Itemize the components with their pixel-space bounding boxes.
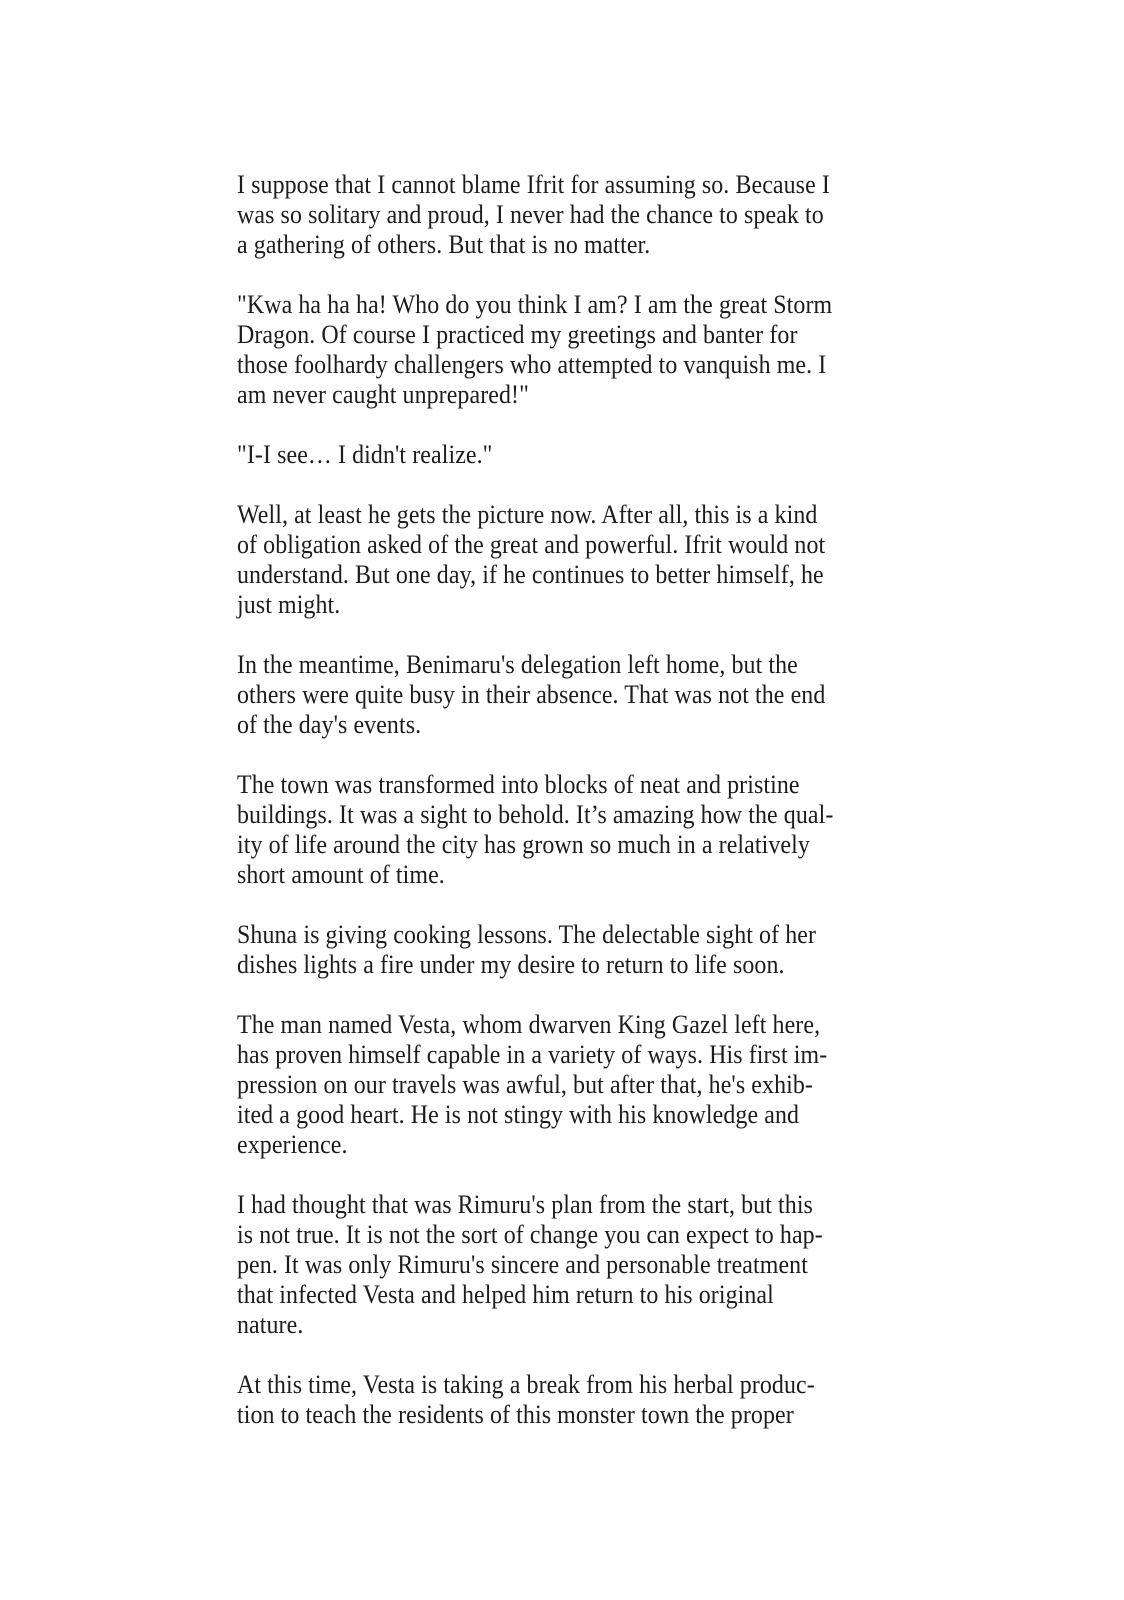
text-line: Shuna is giving cooking lessons. The delectable sight of her	[237, 920, 817, 949]
text-line: pen. It was only Rimuru's sincere and personable treatment	[237, 1250, 808, 1279]
text-line: "I-I see… I didn't realize."	[237, 440, 493, 469]
text-line: Dragon. Of course I practiced my greetings and banter for	[237, 320, 798, 349]
text-line: At this time, Vesta is taking a break from his herbal produc-	[237, 1370, 815, 1399]
text-line: The town was transformed into blocks of neat and pristine	[237, 770, 800, 799]
paragraph	[237, 1010, 914, 1160]
text-line: has proven himself capable in a variety of ways. His first im-	[237, 1040, 828, 1069]
text-line: of the day's events.	[237, 710, 422, 739]
text-line: is not true. It is not the sort of change you can expect to hap-	[237, 1220, 823, 1249]
paragraph	[237, 920, 914, 980]
text-line: was so solitary and proud, I never had the chance to speak to	[237, 200, 824, 229]
paragraph	[237, 290, 914, 410]
text-line: I suppose that I cannot blame Ifrit for assuming so. Because I	[237, 170, 830, 199]
text-line: a gathering of others. But that is no matter.	[237, 230, 651, 259]
text-line: just might.	[237, 590, 341, 619]
text-line: tion to teach the residents of this monster town the proper	[237, 1400, 794, 1429]
text-line: ity of life around the city has grown so much in a relatively	[237, 830, 810, 859]
text-line: that infected Vesta and helped him return to his original	[237, 1280, 774, 1309]
text-line: I had thought that was Rimuru's plan from the start, but this	[237, 1190, 813, 1219]
text-line: those foolhardy challengers who attempted to vanquish me. I	[237, 350, 827, 379]
paragraph	[237, 170, 914, 260]
text-line: others were quite busy in their absence. That was not the end	[237, 680, 826, 709]
paragraph	[237, 1370, 914, 1430]
text-line: "Kwa ha ha ha! Who do you think I am? I am the great Storm	[237, 290, 833, 319]
text-line: of obligation asked of the great and powerful. Ifrit would not	[237, 530, 826, 559]
text-line: In the meantime, Benimaru's delegation left home, but the	[237, 650, 798, 679]
paragraph	[237, 650, 914, 740]
page-text	[237, 170, 914, 1460]
paragraph	[237, 440, 914, 470]
text-line: The man named Vesta, whom dwarven King Gazel left here,	[237, 1010, 821, 1039]
text-line: Well, at least he gets the picture now. After all, this is a kind	[237, 500, 818, 529]
text-line: am never caught unprepared!"	[237, 380, 529, 409]
text-line: ited a good heart. He is not stingy with his knowledge and	[237, 1100, 800, 1129]
paragraph	[237, 770, 914, 890]
paragraph	[237, 500, 914, 620]
text-line: understand. But one day, if he continues to better himself, he	[237, 560, 824, 589]
text-line: short amount of time.	[237, 860, 445, 889]
text-line: nature.	[237, 1310, 304, 1339]
text-line: experience.	[237, 1130, 348, 1159]
text-line: pression on our travels was awful, but after that, he's exhib-	[237, 1070, 813, 1099]
text-line: buildings. It was a sight to behold. It’s amazing how the qual-	[237, 800, 834, 829]
text-line: dishes lights a fire under my desire to return to life soon.	[237, 950, 785, 979]
paragraph	[237, 1190, 914, 1340]
